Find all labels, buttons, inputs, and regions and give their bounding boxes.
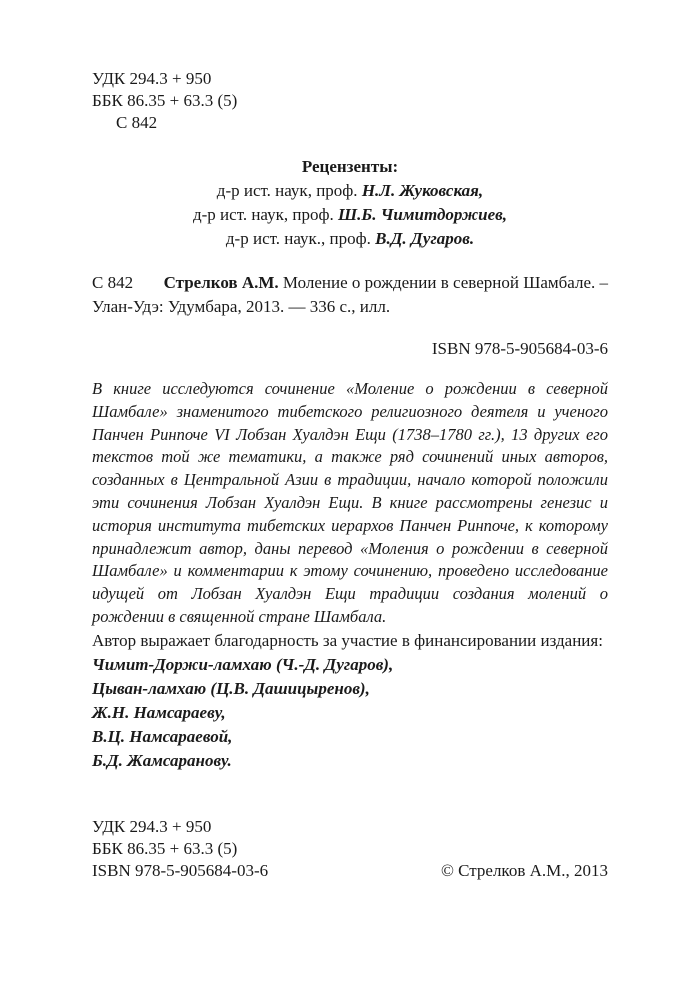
reviewer-degree: д-р ист. наук, проф. (192, 205, 334, 224)
reviewer-degree: д-р ист. наук., проф. (225, 229, 371, 248)
udk-code: УДК 294.3 + 950 (92, 69, 212, 88)
reviewer-name: Н.Л. Жуковская, (361, 181, 484, 200)
sponsor-name: Ж.Н. Намсараеву, (92, 703, 226, 722)
footer-copyright: © Стрелков А.М., 2013 (440, 861, 608, 880)
reviewer-2 (0, 204, 700, 226)
sponsor-name: Б.Д. Жамсаранову. (92, 751, 232, 770)
sponsor-name: В.Ц. Намсараевой, (92, 727, 233, 746)
abstract-paragraph: В книге исследуются сочинение «Моление о рождении в северной Шамбале» знаменитого тибетского религиозного деятеля и ученого Панчен Ринпоче VI Лобзан Хуалдэн Ещи (1738–1780 гг.), 13 других его текстов той же тематики, а также ряд сочинений иных авторов, созданных в Центральной Азии в традиции, начало которой положили эти сочинения Лобзан Хуалдэн Ещи. В книге рассмотрены генезис и история института тибетских иерархов Панчен Ринпоче, к которому принадлежит автор, даны перевод «Моления о рождении в северной Шамбале» и комментарии к этому сочинению, проведено исследование идущей от Лобзан Хуалдэн Ещи традиции создания молений о рождении в священной стране Шамбала. (92, 379, 608, 626)
reviewers-title: Рецензенты: (301, 157, 399, 176)
footer-isbn: ISBN 978-5-905684-03-6 (92, 861, 269, 880)
footer-udk: УДК 294.3 + 950 (92, 817, 212, 836)
reviewer-1 (0, 180, 700, 202)
sponsor-name: Чимит-Доржи-ламхаю (Ч.-Д. Дугаров), (92, 655, 394, 674)
acknowledgement-intro: Автор выражает благодарность за участие в финансировании издания: (92, 631, 603, 650)
reviewer-name: Ш.Б. Чимитдоржиев, (338, 205, 508, 224)
reviewer-degree: д-р ист. наук, проф. (216, 181, 358, 200)
bibliography-title: Моление о рождении в северной Шамбале. – (282, 273, 609, 292)
reviewer-3 (0, 228, 700, 250)
bibliography-line-1 (92, 272, 608, 294)
sponsor-name: Цыван-ламхаю (Ц.В. Дашицыренов), (92, 679, 370, 698)
footer-bbk: ББК 86.35 + 63.3 (5) (92, 839, 238, 858)
author-sign-code: С 842 (116, 113, 158, 132)
bbk-code: ББК 86.35 + 63.3 (5) (92, 91, 238, 110)
reviewer-name: В.Д. Дугаров. (375, 229, 475, 248)
bibliography-code: С 842 (92, 273, 134, 292)
bibliography-line-2: Улан-Удэ: Удумбара, 2013. — 336 с., илл. (92, 297, 391, 316)
bibliography-author: Стрелков А.М. (163, 273, 279, 292)
isbn-main: ISBN 978-5-905684-03-6 (431, 339, 608, 358)
